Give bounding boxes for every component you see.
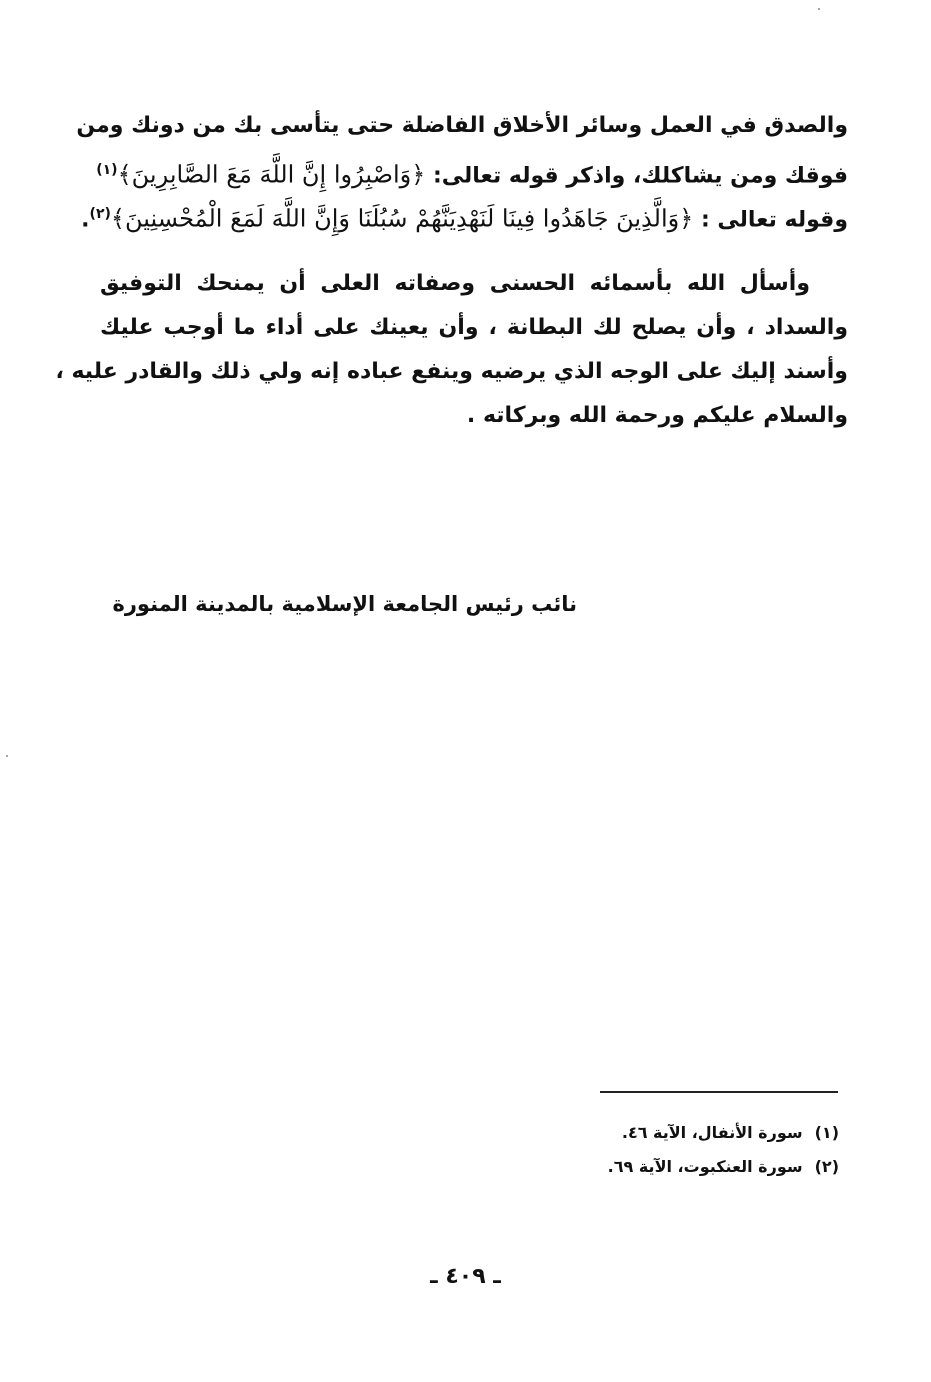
quran-verse-jihad: ﴿وَالَّذِينَ جَاهَدُوا فِينَا لَنَهْدِيَنَّهُمْ سُبُلَنَا وَإِنَّ اللَّهَ لَمَعَ الْمُحْسِنِينَ﴾ bbox=[110, 204, 694, 233]
quran-verse-sabr: ﴿وَاصْبِرُوا إِنَّ اللَّهَ مَعَ الصَّابِرِينَ﴾ bbox=[117, 160, 426, 189]
signature-title: نائب رئيس الجامعة الإسلامية بالمدينة المنورة bbox=[112, 592, 577, 616]
footnote-2-number: (٢) bbox=[814, 1157, 839, 1176]
footnote-ref-2: (٢) bbox=[89, 206, 111, 222]
footnote-1-text: سورة الأنفال، الآية ٤٦. bbox=[621, 1123, 803, 1142]
footnotes bbox=[608, 1116, 839, 1184]
scan-speck bbox=[6, 755, 8, 757]
footnote-2-text: سورة العنكبوت، الآية ٦٩. bbox=[607, 1157, 803, 1176]
paragraph-2-line-3: وأسند إليك على الوجه الذي يرضيه وينفع عباده إنه ولي ذلك والقادر عليه ، bbox=[55, 359, 848, 384]
footnote-2 bbox=[608, 1150, 839, 1184]
paragraph-2-line-4: والسلام عليكم ورحمة الله وبركاته . bbox=[466, 403, 848, 428]
footnote-1 bbox=[608, 1116, 839, 1150]
paragraph-1 bbox=[76, 104, 848, 236]
paragraph-2-line-1: وأسأل الله بأسمائه الحسنى وصفاته العلى أن يمنحك التوفيق bbox=[100, 271, 810, 296]
line-3-text: وقوله تعالى : bbox=[700, 207, 848, 233]
page-number: ـ ٤٠٩ ـ bbox=[430, 1264, 501, 1289]
footnote-1-number: (١) bbox=[814, 1123, 839, 1142]
footnote-ref-1: (١) bbox=[96, 162, 118, 178]
footnote-divider bbox=[600, 1091, 838, 1093]
line-3-end-mark: . bbox=[81, 207, 90, 233]
paragraph-1-line-2 bbox=[96, 148, 848, 192]
paragraph-2-line-2: والسداد ، وأن يصلح لك البطانة ، وأن يعينك على أداء ما أوجب عليك bbox=[100, 315, 848, 340]
paragraph-1-line-1: والصدق في العمل وسائر الأخلاق الفاضلة حتى يتأسى بك من دونك ومن bbox=[76, 113, 848, 138]
line-2-text: فوقك ومن يشاكلك، واذكر قوله تعالى: bbox=[432, 163, 848, 189]
scan-speck bbox=[818, 8, 820, 10]
paragraph-2 bbox=[55, 262, 848, 438]
paragraph-1-line-3 bbox=[81, 192, 848, 236]
